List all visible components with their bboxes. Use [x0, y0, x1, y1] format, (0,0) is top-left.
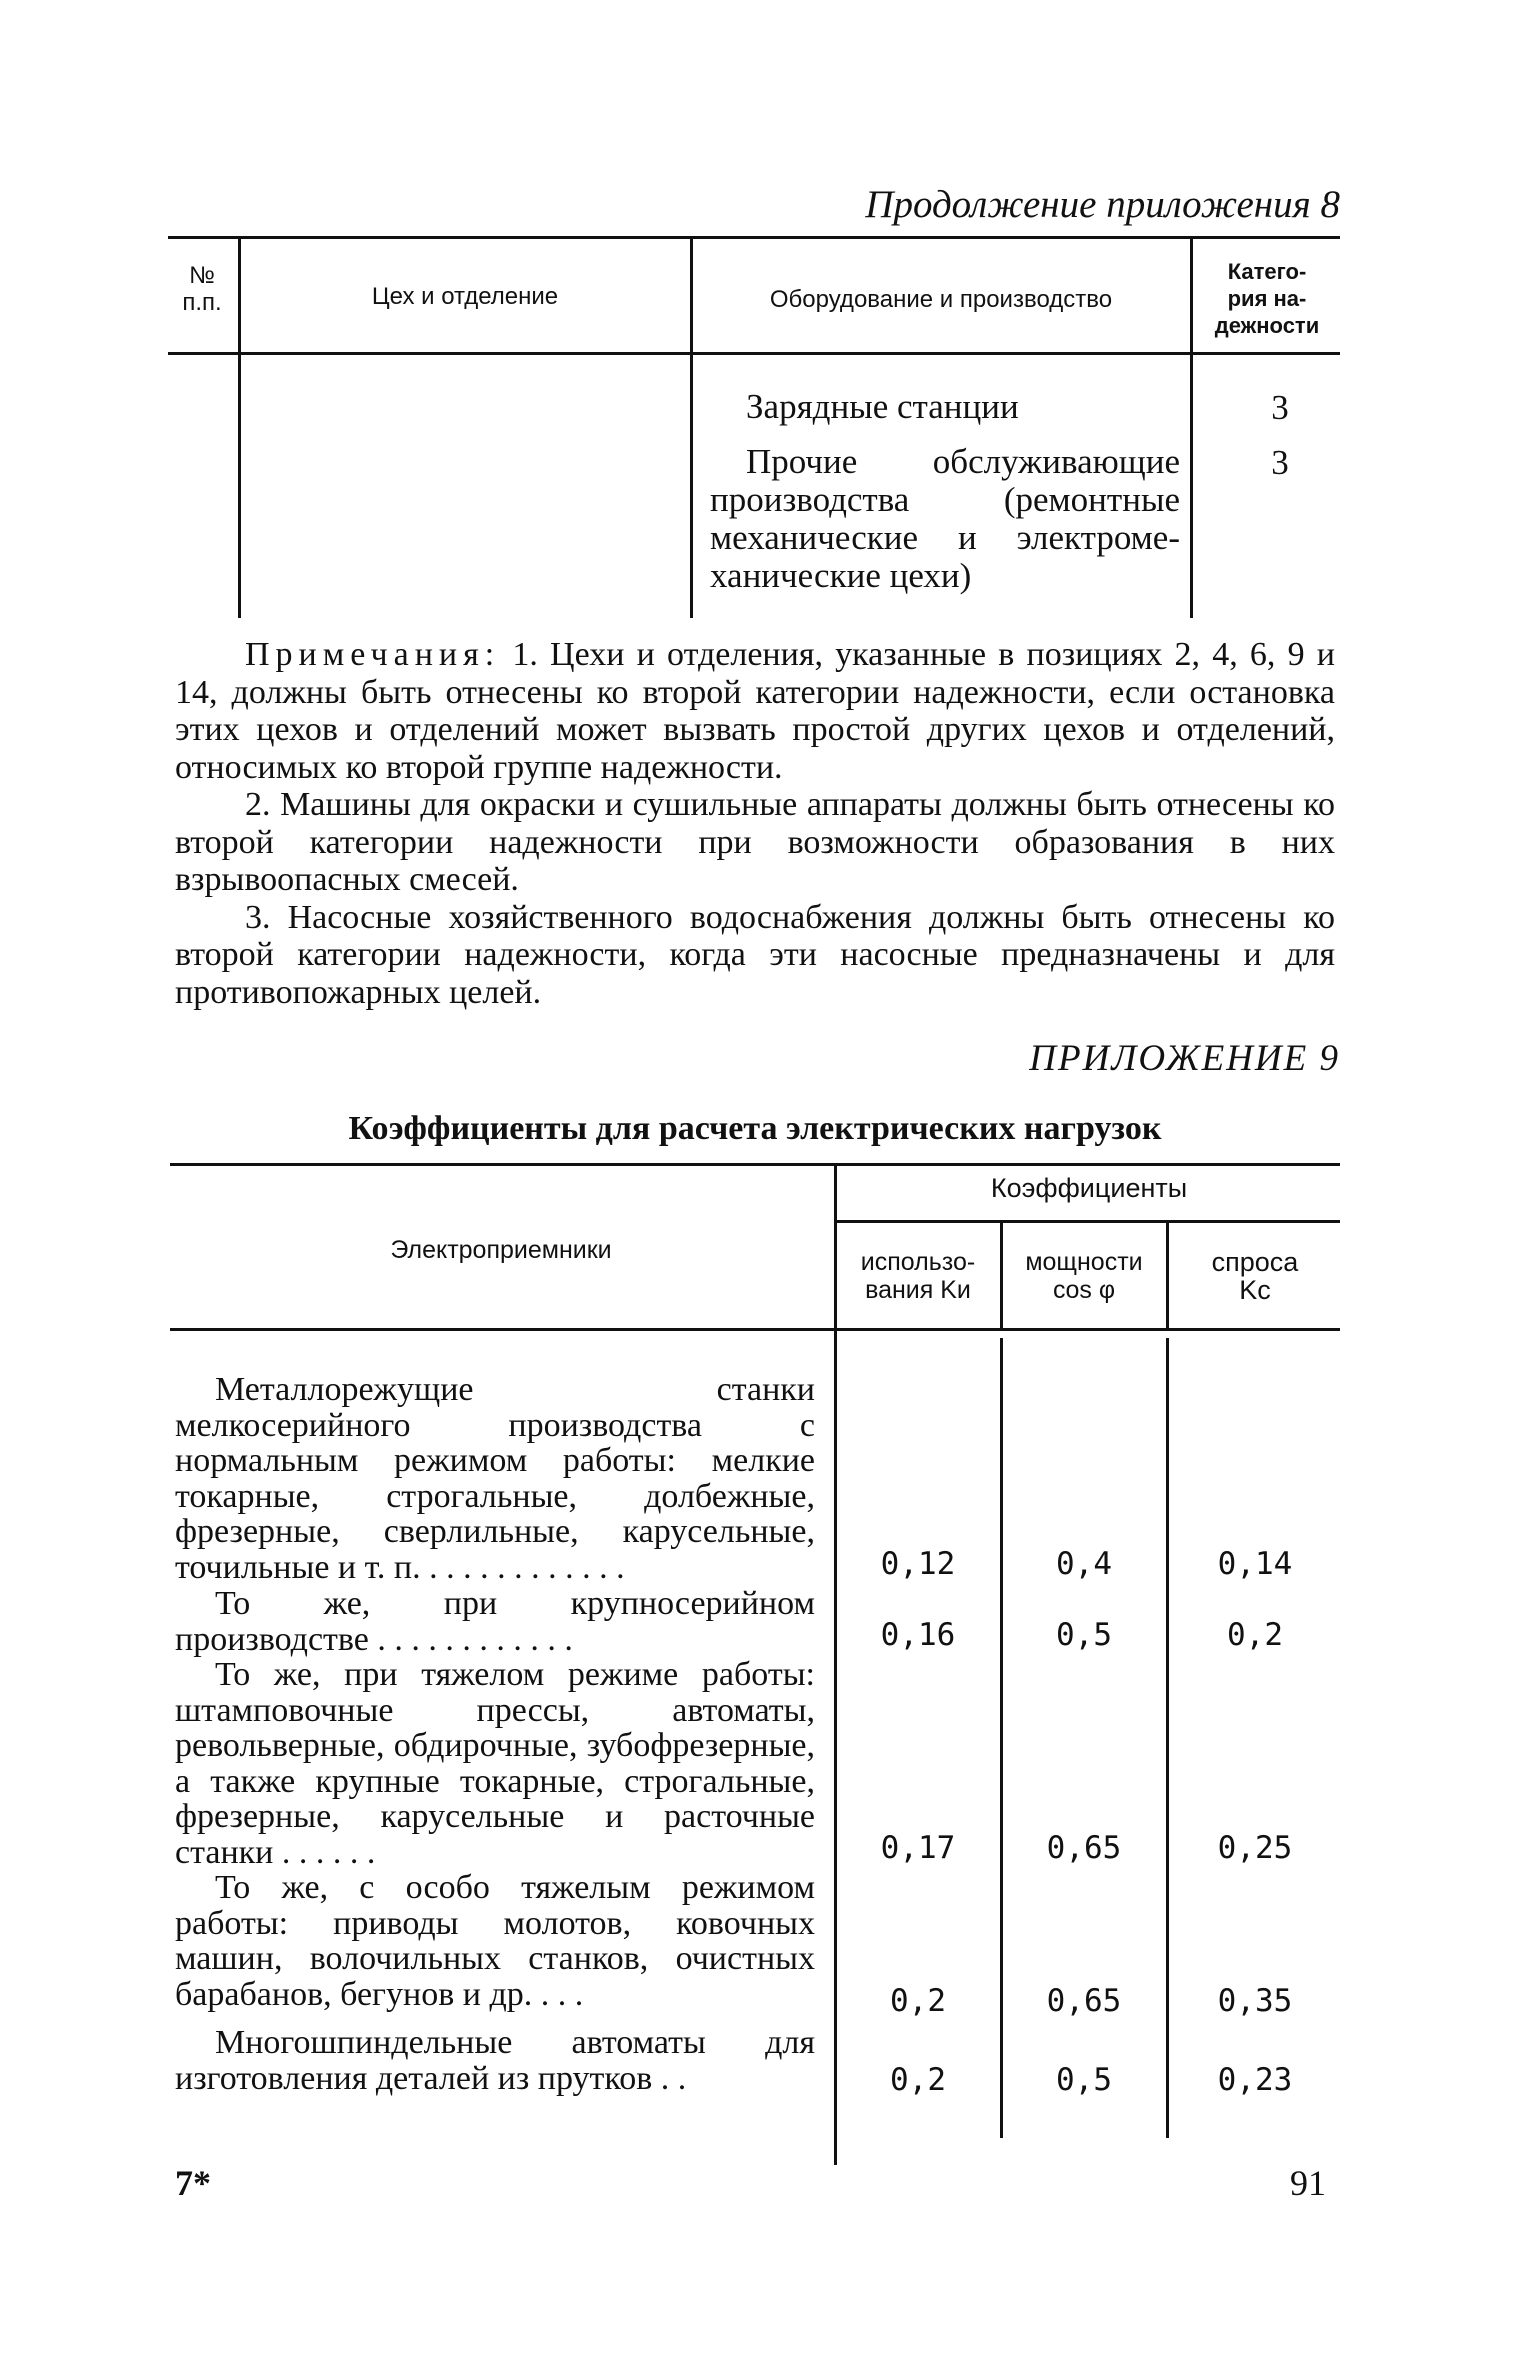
table2-col-divider-2-body — [1000, 1338, 1003, 2138]
table2-row3-ki: 0,17 — [880, 1830, 956, 1866]
table2-row2-text: То же, при крупносерийном производстве . . . . . . . . . . . . — [175, 1585, 815, 1658]
note-3: 3. Насосные хозяйственного водоснабжения должны быть отнесены ко второй категории надежности, когда эти насосные предназначены и для противопожарных целей. — [175, 898, 1335, 1011]
table2-row2-cos: 0,5 — [1056, 1617, 1112, 1653]
table1-header-rule — [168, 352, 1340, 355]
header-usage-line1: использо- — [860, 1248, 976, 1276]
table2-row4-cos: 0,65 — [1046, 1983, 1122, 2019]
table1-header-num — [168, 262, 236, 316]
header-demand-line2: Kс — [1239, 1275, 1271, 1305]
note-1-text: 1. Цехи и отделения, указанные в позициях 2, 4, 6, 9 и 14, должны быть отнесены ко второй категории надежности, если остановка этих цехов и отделений может вызвать простой других цехов и отделений, относимых ко второй группе надежности. — [175, 636, 1335, 786]
header-power-line1: мощности — [1025, 1248, 1143, 1276]
table2-header-coefficients: Коэффициенты — [990, 1173, 1188, 1203]
header-usage-line2: вания Kи — [865, 1276, 971, 1304]
table2-row5-cos: 0,5 — [1056, 2062, 1112, 2098]
table2-title: Коэффициенты для расчета электрических нагрузок — [348, 1110, 1162, 1147]
table2-row2-kc: 0,2 — [1227, 1617, 1283, 1653]
table2-row3-cos: 0,65 — [1046, 1830, 1122, 1866]
header-category-line3: дежности — [1214, 313, 1320, 338]
continuation-title: Продолжение приложения 8 — [865, 183, 1340, 226]
row2-line3: механические и электроме- — [710, 518, 1180, 557]
table1-row1-equipment: Зарядные станции — [746, 387, 1019, 426]
table2-row1-kc: 0,14 — [1217, 1546, 1293, 1582]
table1-row2-category: 3 — [1271, 443, 1289, 482]
table2-row1-text: Металлорежущие станки мелкосерийного производства с нормальным режимом работы: мелкие токарные, строгальные, долбежные, фрезерные, сверлильные, карусельные, точильные и т. п. . . . . . . . . . . . . — [175, 1371, 815, 1586]
header-category-line1: Катего- — [1227, 259, 1307, 284]
table2-header-rule — [170, 1328, 1340, 1331]
table2-row4-text: То же, с особо тяжелым режимом работы: приводы молотов, ковочных машин, волочильных станков, очистных барабанов, бегунов и др. . . . — [175, 1869, 815, 2013]
table2-col-divider-3 — [1166, 1222, 1169, 1328]
row2-line1: Прочие обслуживающие — [746, 442, 1180, 481]
row2-line2: производства (ремонтные — [710, 480, 1180, 519]
notes-label: Примечания: — [245, 636, 501, 673]
appendix-title: ПРИЛОЖЕНИЕ 9 — [1029, 1038, 1340, 1079]
page-number: 91 — [1290, 2163, 1326, 2203]
table2-top-rule — [170, 1163, 1340, 1166]
table1-row1-category: 3 — [1271, 388, 1289, 427]
note-2: 2. Машины для окраски и сушильные аппараты должны быть отнесены ко второй категории надежности при возможности образования в них взрывоопасных смесей. — [175, 786, 1335, 898]
table2-row5-kc: 0,23 — [1217, 2062, 1293, 2098]
table2-row3-kc: 0,25 — [1217, 1830, 1293, 1866]
note-1 — [175, 636, 1335, 786]
row2-line4: ханические цехи) — [710, 556, 972, 595]
table2-header-demand — [1170, 1248, 1340, 1304]
table2-header-usage — [838, 1248, 998, 1304]
signature-mark: 7* — [175, 2163, 211, 2203]
table2-col-divider-2 — [1000, 1222, 1003, 1328]
table2-row3-text: То же, при тяжелом режиме работы: штамповочные прессы, автоматы, револьверные, обдирочные, зубофрезерные, а также крупные токарные, строгальные, фрезерные, карусельные и расточные станки . . . . . . — [175, 1656, 815, 1871]
table1-top-rule — [168, 236, 1340, 239]
header-num-line1: № — [189, 262, 215, 289]
table2-row5-text: Многошпиндельные автоматы для изготовления деталей из прутков . . — [175, 2024, 815, 2097]
table1-col-divider-1 — [238, 238, 241, 618]
table1-header-equipment: Оборудование и производство — [769, 286, 1113, 313]
table2-row5-ki: 0,2 — [890, 2062, 946, 2098]
header-demand-line1: спроса — [1211, 1247, 1299, 1277]
table2-row1-cos: 0,4 — [1056, 1546, 1112, 1582]
table1-header-category — [1194, 258, 1340, 339]
table1-col-divider-2 — [690, 238, 693, 618]
header-power-line2: cos φ — [1052, 1276, 1116, 1304]
table2-row4-kc: 0,35 — [1217, 1983, 1293, 2019]
table1-row2-equipment — [710, 443, 1180, 595]
table2-coef-rule — [836, 1220, 1340, 1223]
header-num-line2: п.п. — [182, 289, 222, 316]
header-category-line2: рия на- — [1227, 286, 1307, 311]
table2-col-divider-1 — [834, 1165, 837, 2165]
table1-col-divider-3 — [1190, 238, 1193, 618]
table2-row2-ki: 0,16 — [880, 1617, 956, 1653]
table2-header-receivers: Электроприемники — [390, 1236, 612, 1264]
table2-header-power — [1004, 1248, 1164, 1304]
table1-header-shop: Цех и отделение — [371, 283, 559, 310]
table2-row4-ki: 0,2 — [890, 1983, 946, 2019]
table2-row1-ki: 0,12 — [880, 1546, 956, 1582]
table2-col-divider-3-body — [1166, 1338, 1169, 2138]
notes-block — [175, 636, 1335, 1011]
